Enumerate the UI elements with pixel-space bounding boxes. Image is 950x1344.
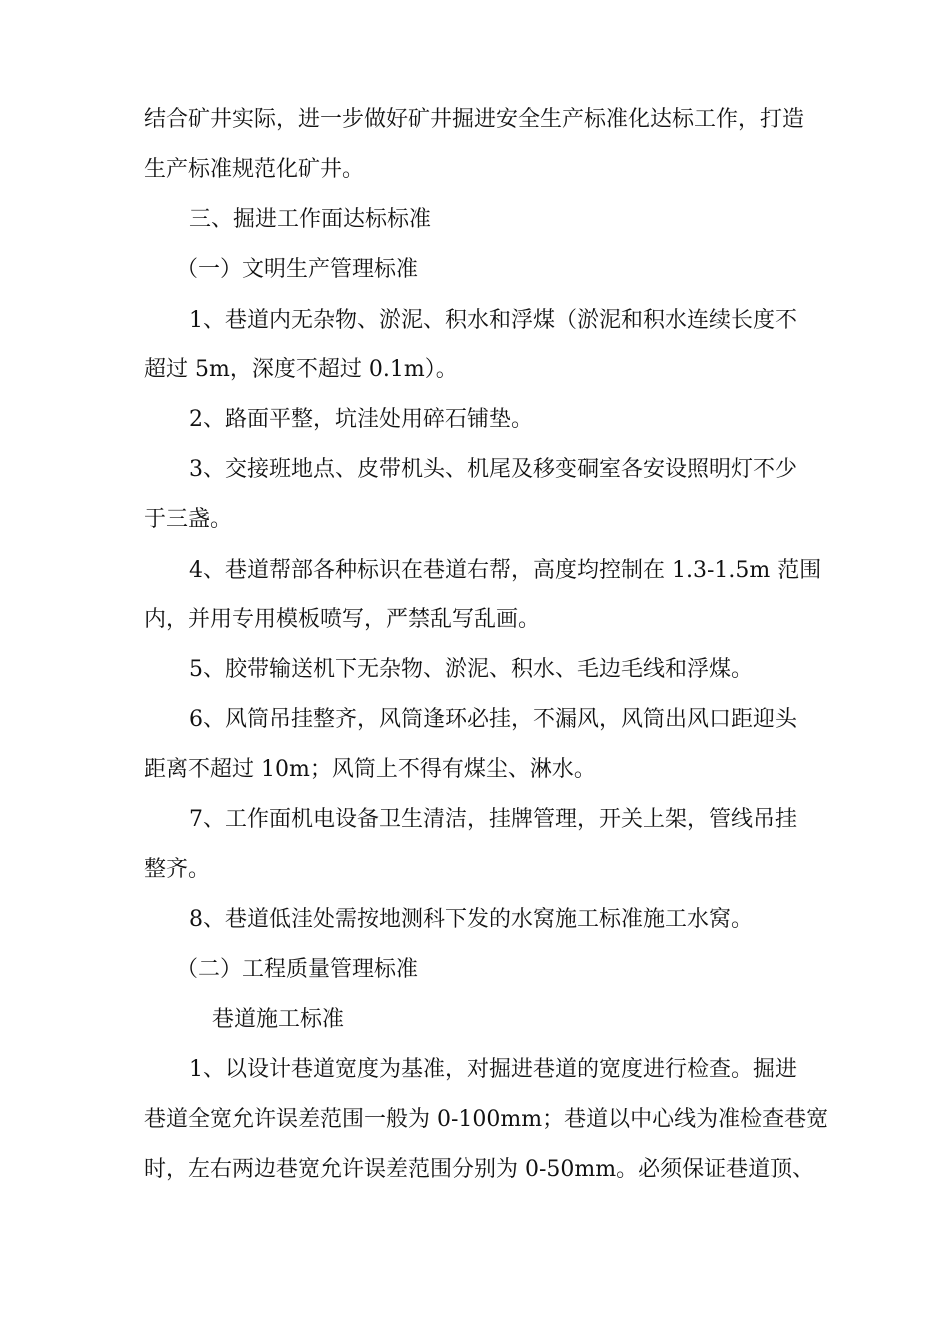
item-5-line-1: 5、胶带输送机下无杂物、淤泥、积水、毛边毛线和浮煤。: [189, 657, 753, 682]
section-heading-3: 三、掘进工作面达标标准: [189, 207, 432, 232]
subsection-heading-2: （二）工程质量管理标准: [176, 957, 419, 982]
construction-item-1-line-2: 巷道全宽允许误差范围一般为 0-100mm；巷道以中心线为准检查巷宽: [144, 1107, 829, 1132]
construction-item-1-line-3: 时，左右两边巷宽允许误差范围分别为 0-50mm。必须保证巷道顶、: [144, 1157, 815, 1182]
item-3-line-1: 3、交接班地点、皮带机头、机尾及移变硐室各安设照明灯不少: [189, 457, 797, 482]
item-7-line-1: 7、工作面机电设备卫生清洁，挂牌管理，开关上架，管线吊挂: [189, 807, 797, 832]
subsection-heading-1: （一）文明生产管理标准: [176, 257, 419, 282]
item-1-line-1: 1、巷道内无杂物、淤泥、积水和浮煤（淤泥和积水连续长度不: [189, 308, 797, 333]
item-4-line-1: 4、巷道帮部各种标识在巷道右帮，高度均控制在 1.3-1.5m 范围: [189, 558, 822, 583]
construction-item-1-line-1: 1、以设计巷道宽度为基准，对掘进巷道的宽度进行检查。掘进: [189, 1057, 797, 1082]
item-8-line-1: 8、巷道低洼处需按地测科下发的水窝施工标准施工水窝。: [189, 907, 753, 932]
item-4-line-2: 内，并用专用模板喷写，严禁乱写乱画。: [144, 607, 541, 632]
item-3-line-2: 于三盏。: [144, 507, 233, 532]
item-6-line-2: 距离不超过 10m；风筒上不得有煤尘、淋水。: [144, 757, 596, 782]
paragraph-intro-line-2: 生产标准规范化矿井。: [144, 157, 365, 182]
paragraph-intro-line-1: 结合矿井实际，进一步做好矿井掘进安全生产标准化达标工作，打造: [144, 107, 805, 132]
item-7-line-2: 整齐。: [144, 857, 211, 882]
item-2-line-1: 2、路面平整，坑洼处用碎石铺垫。: [189, 407, 533, 432]
sub-heading-roadway-construction: 巷道施工标准: [212, 1007, 345, 1032]
item-1-line-2: 超过 5m，深度不超过 0.1m）。: [144, 357, 458, 382]
item-6-line-1: 6、风筒吊挂整齐，风筒逢环必挂，不漏风，风筒出风口距迎头: [189, 707, 797, 732]
